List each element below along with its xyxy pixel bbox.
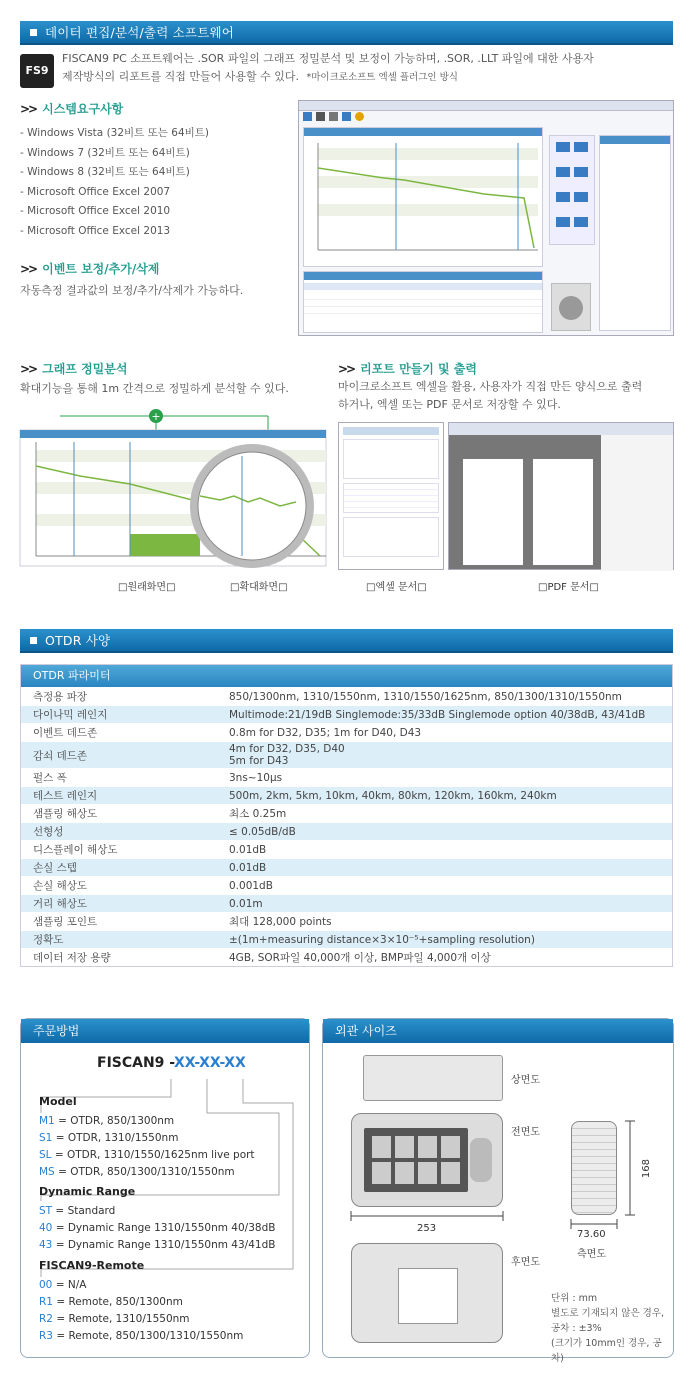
order-option: MS = OTDR, 850/1300/1310/1550nm (39, 1166, 235, 1178)
spec-row: 손실 해상도 0.001dB (21, 876, 672, 894)
order-option: S1 = OTDR, 1310/1550nm (39, 1132, 179, 1144)
spec-row: 감쇠 데드존 4m for D32, D35, D40 5m for D43 (21, 741, 672, 768)
order-option: 40 = Dynamic Range 1310/1550nm 40/38dB (39, 1222, 276, 1234)
order-option: R2 = Remote, 1310/1550nm (39, 1313, 190, 1325)
otdr-table-title: OTDR 파라미터 (21, 665, 672, 687)
otdr-banner: OTDR 사양 (20, 629, 673, 653)
graph-desc: 확대기능을 통해 1m 간격으로 정밀하게 분석할 수 있다. (20, 382, 289, 395)
order-option: ST = Standard (39, 1205, 116, 1217)
svg-text:+: + (151, 410, 161, 423)
otdr-spec-table (20, 664, 673, 967)
spec-row: 다이나믹 레인지 Multimode:21/19dB Singlemode:35/33dB Singlemode option 40/38dB, 43/41dB (21, 705, 672, 723)
spec-row: 펄스 폭 3ns~10μs (21, 768, 672, 786)
sysreq-heading: >> 시스템요구사항 (20, 102, 124, 116)
spec-row: 선형성 ≤ 0.05dB/dB (21, 822, 672, 840)
excel-doc-image (338, 422, 444, 570)
report-caption-pdf: □PDF 문서□ (538, 582, 599, 593)
spec-row: 거리 해상도 0.01m (21, 894, 672, 912)
order-box: 주문방법 FISCAN9 -XX-XX-XX Model M1 = OTDR, 850/1300nm S1 = OTDR, 1310/1550nm SL = OTDR, 1310/1550/1625nm live port MS = OTDR, 850/1300/1310/1550nm Dynamic Range ST = Standard 40 = Dynamic Range 1310/1550nm 40/38dB 43 = Dynamic Range 1310/1550nm 43/41dB FISCAN9-Remote 00 = N/A R1 = Remote, 850/1300nm R2 = Remote, 1310/1550nm R3 = Remote, 850/1300/1310/1550nm (20, 1018, 310, 1358)
model-code: FISCAN9 -XX-XX-XX (97, 1055, 246, 1071)
report-heading: >> 리포트 만들기 및 출력 (338, 362, 477, 376)
spec-row: 샘플링 포인트 최대 128,000 points (21, 912, 672, 930)
order-option: M1 = OTDR, 850/1300nm (39, 1115, 175, 1127)
spec-row: 손실 스텝 0.01dB (21, 858, 672, 876)
graph-caption-zoom: □확대화면□ (230, 582, 288, 593)
graph-caption-original: □원래화면□ (118, 582, 176, 593)
software-intro: FISCAN9 PC 소프트웨어는 .SOR 파일의 그래프 정밀분석 및 보정이 가능하며, .SOR, .LLT 파일에 대한 사용자 제작방식의 리포트를 직접 만들어 사용할 수 있다. *마이크로소프트 엑셀 플러그인 방식 (62, 52, 594, 83)
event-desc: 자동측정 결과값의 보정/추가/삭제가 가능하다. (20, 284, 244, 297)
software-screenshot (298, 100, 674, 336)
software-banner: 데이터 편집/분석/출력 소프트웨어 (20, 21, 673, 45)
spec-row: 테스트 레인지 500m, 2km, 5km, 10km, 40km, 80km, 120km, 160km, 240km (21, 786, 672, 804)
graph-zoom-image (20, 406, 326, 570)
event-heading: >> 이벤트 보정/추가/삭제 (20, 262, 160, 276)
fs9-logo: FS9 (20, 54, 54, 88)
size-notes: 단위 : mm 별도로 기재되지 않은 경우, 공차 : ±3% (크기가 10mm인 경우, 공차) (551, 1293, 665, 1364)
spec-row: 측정용 파장 850/1300nm, 1310/1550nm, 1310/1550/1625nm, 850/1300/1310/1550nm (21, 687, 672, 705)
spec-row: 이벤트 데드존 0.8m for D32, D35; 1m for D40, D43 (21, 723, 672, 741)
side-view (571, 1121, 617, 1215)
order-option: R3 = Remote, 850/1300/1310/1550nm (39, 1330, 244, 1342)
report-desc: 마이크로소프트 엑셀을 활용, 사용자가 직접 만든 양식으로 출력 하거나, 엑셀 또는 PDF 문서로 저장할 수 있다. (338, 380, 643, 411)
graph-heading: >> 그래프 정밀분석 (20, 362, 128, 376)
report-caption-excel: □엑셀 문서□ (366, 582, 427, 593)
spec-row: 샘플링 해상도 최소 0.25m (21, 804, 672, 822)
sysreq-list: - Windows Vista (32비트 또는 64비트) - Windows 7 (32비트 또는 64비트) - Windows 8 (32비트 또는 64비트) - Microsoft Office Excel 2007 - Microsoft Office Excel 2010 - Microsoft Office Excel 2013 (20, 127, 210, 237)
order-option: SL = OTDR, 1310/1550/1625nm live port (39, 1149, 255, 1161)
spec-row: 디스플레이 해상도 0.01dB (21, 840, 672, 858)
spec-row: 데이터 저장 용량 4GB, SOR파일 40,000개 이상, BMP파일 4,000개 이상 (21, 948, 672, 966)
front-view (351, 1113, 503, 1207)
order-option: 00 = N/A (39, 1279, 87, 1291)
size-box: 외관 사이즈 상면도 전면도 253 후면도 168 73.60 측면도 단위 : mm 별도로 기재되지 않은 경우, 공차 : ±3% (크기가 10mm인 경우, 공차) (322, 1018, 674, 1358)
order-option: R1 = Remote, 850/1300nm (39, 1296, 183, 1308)
top-view (363, 1055, 503, 1101)
spec-row: 정확도 ±(1m+measuring distance×3×10⁻⁵+sampling resolution) (21, 930, 672, 948)
back-view (351, 1243, 503, 1343)
order-option: 43 = Dynamic Range 1310/1550nm 43/41dB (39, 1239, 276, 1251)
pdf-doc-image (448, 422, 674, 570)
